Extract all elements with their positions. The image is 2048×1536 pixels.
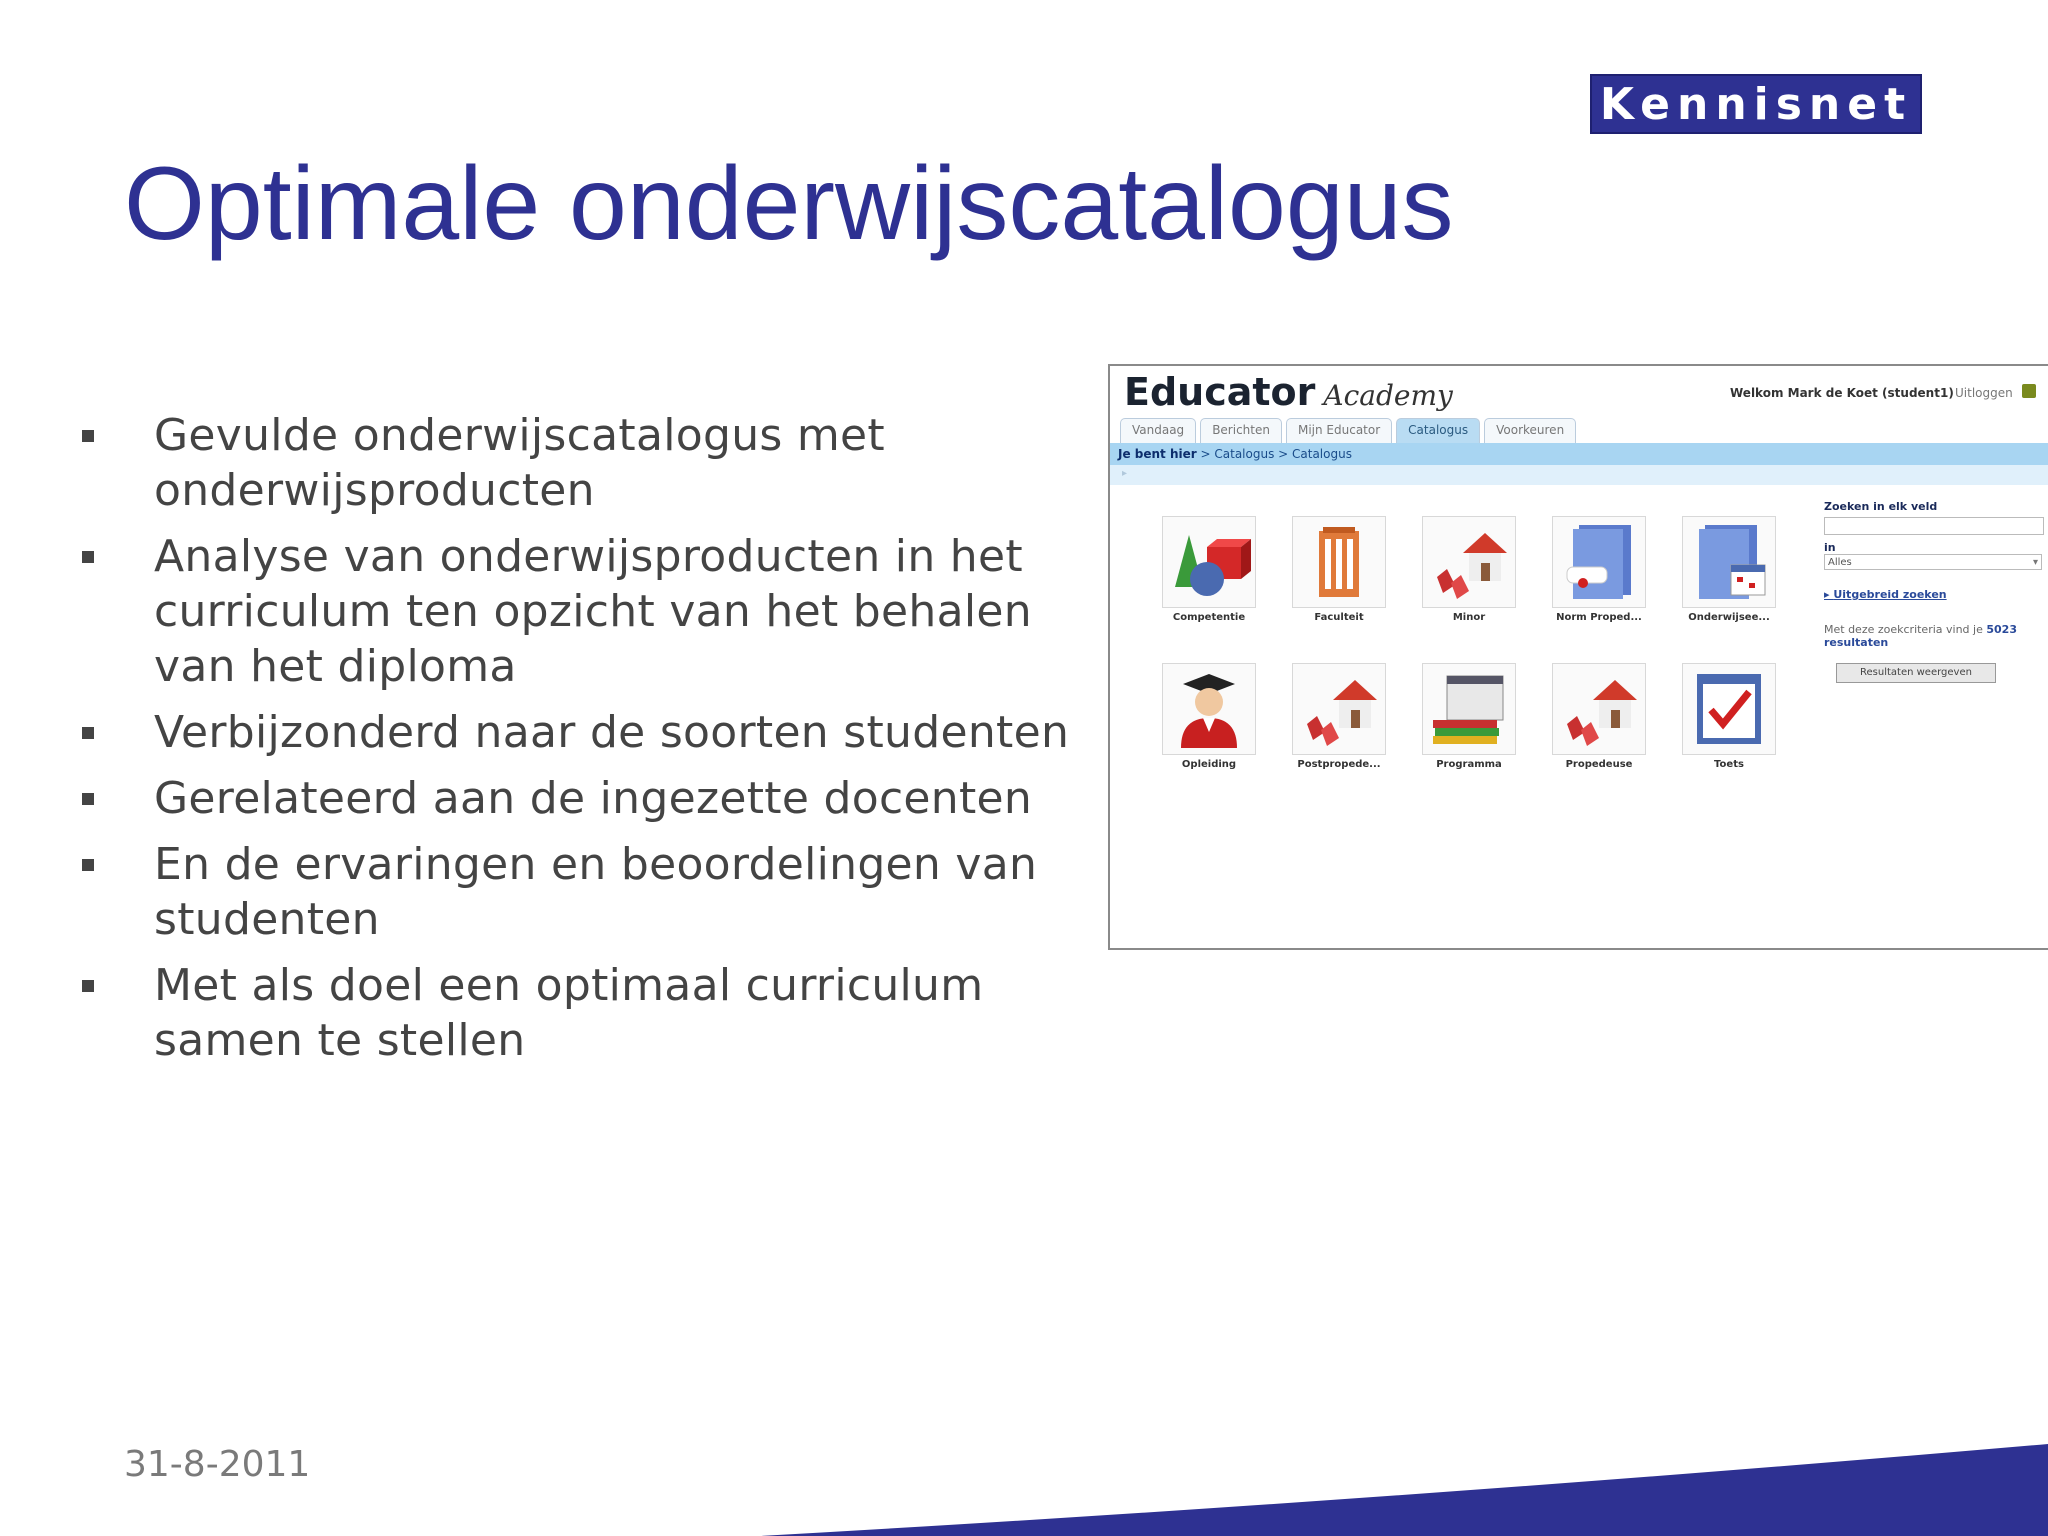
bullet-square-icon [82,859,94,871]
catalogus-grid [1144,516,1794,770]
bullet-square-icon [82,980,94,992]
catalog-item-faculteit[interactable]: Faculteit [1274,516,1404,623]
tab-vandaag[interactable]: Vandaag [1120,418,1196,444]
catalog-item-minor[interactable]: Minor [1404,516,1534,623]
bullet-square-icon [82,551,94,563]
catalog-item-programma[interactable]: Programma [1404,663,1534,770]
stacked-books-icon [1423,664,1515,754]
building-icon [1293,517,1385,607]
logout-icon[interactable] [2022,384,2036,398]
app-logo: Educator Academy [1124,370,1453,414]
catalog-item-onderwijseenheid[interactable]: Onderwijsee... [1664,516,1794,623]
search-input[interactable] [1824,517,2044,535]
page-title: Optimale onderwijscatalogus [124,146,1454,262]
bullet-square-icon [82,793,94,805]
catalog-item-norm-propedeuse[interactable]: Norm Proped... [1534,516,1664,623]
shapes-icon [1163,517,1255,607]
catalog-item-competentie[interactable]: Competentie [1144,516,1274,623]
list-item: Met als doel een optimaal curriculum samen te stellen [78,958,1088,1068]
checkbox-icon [1683,664,1775,754]
slide-date: 31-8-2011 [124,1444,311,1485]
search-scope-select[interactable]: Alles ▾ [1824,554,2042,570]
list-item: En de ervaringen en beoordelingen van studenten [78,837,1088,947]
tab-berichten[interactable]: Berichten [1200,418,1282,444]
catalog-item-toets[interactable]: Toets [1664,663,1794,770]
catalog-item-opleiding[interactable]: Opleiding [1144,663,1274,770]
catalog-item-postpropedeuse[interactable]: Postpropede... [1274,663,1404,770]
list-item: Verbijzonderd naar de soorten studenten [78,705,1088,760]
advanced-search-link[interactable]: ▸ Uitgebreid zoeken [1824,588,1947,601]
tab-bar [1120,418,1576,444]
tab-mijn-educator[interactable]: Mijn Educator [1286,418,1392,444]
bullet-square-icon [82,430,94,442]
house-shoes-icon [1293,664,1385,754]
book-calendar-icon [1683,517,1775,607]
tab-catalogus[interactable]: Catalogus [1396,418,1480,444]
bullet-list [78,408,1088,1079]
kennisnet-logo: Kennisnet [1590,74,1922,134]
book-diploma-icon [1553,517,1645,607]
toolbar-arrow-icon: ▸ [1122,468,1128,479]
sub-toolbar [1110,465,2048,485]
bullet-square-icon [82,727,94,739]
house-shoes-icon [1423,517,1515,607]
welcome-text: Welkom Mark de Koet (student1) [1730,386,1954,400]
list-item: Gerelateerd aan de ingezette docenten [78,771,1088,826]
list-item: Gevulde onderwijscatalogus met onderwijsproducten [78,408,1088,518]
show-results-button[interactable]: Resultaten weergeven [1836,663,1996,683]
tab-voorkeuren[interactable]: Voorkeuren [1484,418,1576,444]
result-count-text: Met deze zoekcriteria vind je 5023 resultaten [1824,623,2017,649]
list-item: Analyse van onderwijsproducten in het curriculum ten opzicht van het behalen van het diploma [78,529,1088,694]
house-shoes-icon [1553,664,1645,754]
educator-screenshot [1108,364,2048,950]
catalog-item-propedeuse[interactable]: Propedeuse [1534,663,1664,770]
search-panel: Zoeken in elk veld in Alles ▾ ▸ Uitgebreid zoeken Met deze zoekcriteria vind je 5023 resultaten Resultaten weergeven [1824,500,2048,683]
logout-link[interactable]: Uitloggen [1955,386,2013,400]
breadcrumb: Je bent hier > Catalogus > Catalogus [1110,443,2048,465]
graduate-icon [1163,664,1255,754]
